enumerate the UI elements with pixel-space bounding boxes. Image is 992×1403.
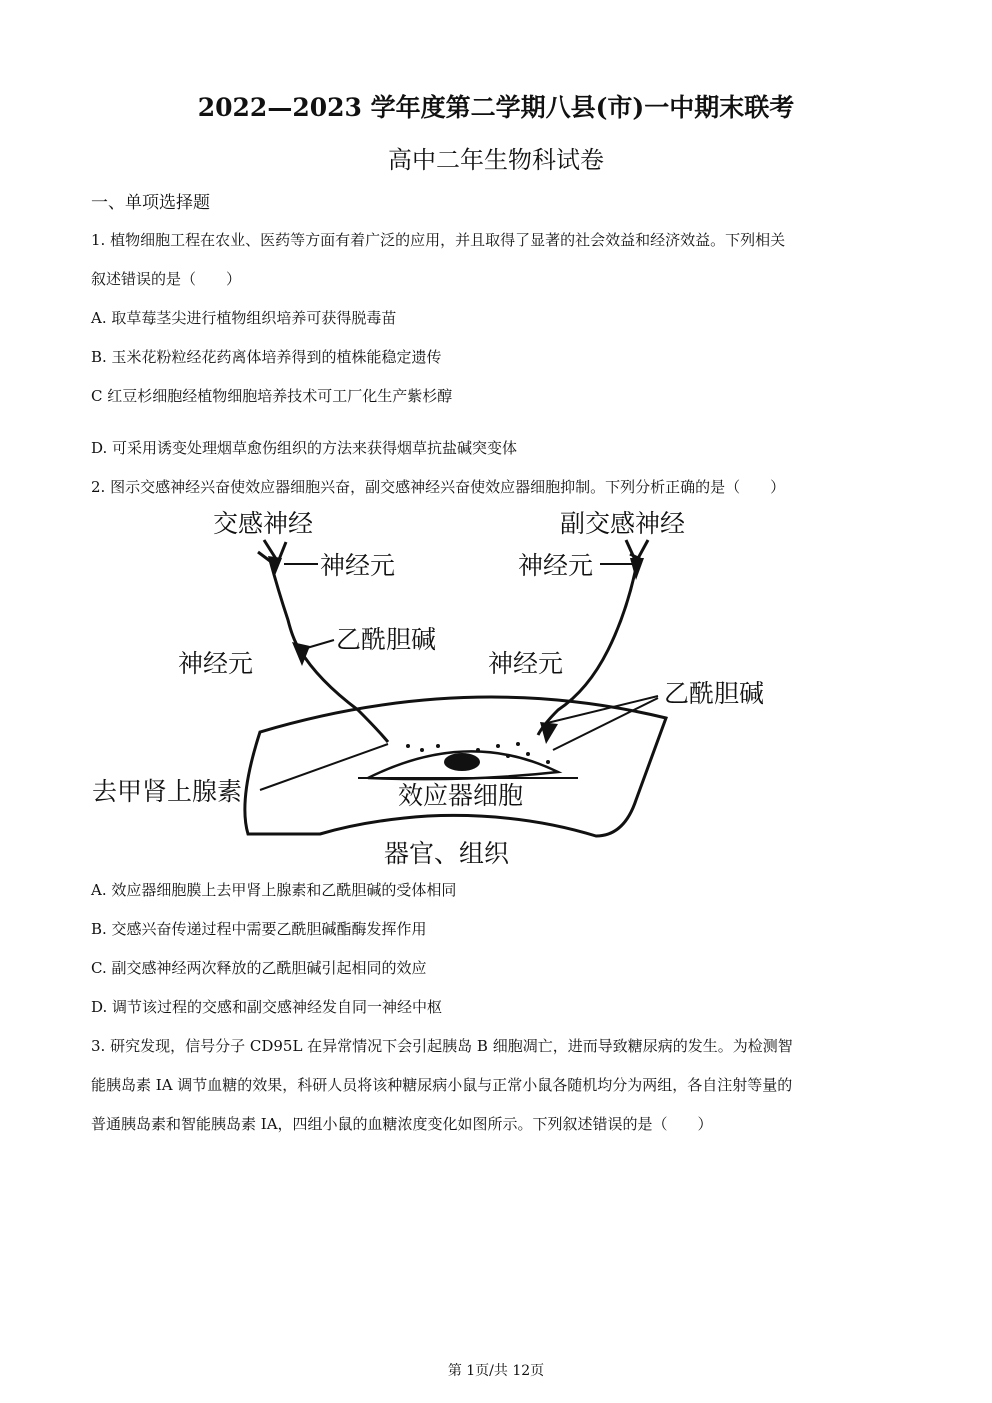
section-heading: 一、单项选择题: [91, 193, 210, 213]
q1-option-d: D. 可采用诱变处理烟草愈伤组织的方法来获得烟草抗盐碱突变体: [91, 439, 518, 457]
q2-stem-line-1: 2. 图示交感神经兴奋使效应器细胞兴奋，副交感神经兴奋使效应器细胞抑制。下列分析正确的是（ ）: [91, 478, 786, 496]
q3-stem-line-1: 3. 研究发现，信号分子 CD95L 在异常情况下会引起胰岛 B 细胞凋亡，进而导致糖尿病的发生。为检测智: [91, 1037, 793, 1055]
q3-stem-line-3: 普通胰岛素和智能胰岛素 IA，四组小鼠的血糖浓度变化如图所示。下列叙述错误的是（ ）: [91, 1115, 713, 1133]
q1-option-b: B. 玉米花粉粒经花药离体培养得到的植株能稳定遗传: [91, 348, 442, 366]
q3-stem-line-2: 能胰岛素 IA 调节血糖的效果，科研人员将该种糖尿病小鼠与正常小鼠各随机均分为两组，各自注射等量的: [91, 1076, 793, 1094]
nerve-diagram: [88, 500, 788, 870]
label-ach-right: 乙酰胆碱: [664, 679, 765, 708]
q1-option-a: A. 取草莓茎尖进行植物组织培养可获得脱毒苗: [91, 309, 397, 327]
q2-option-c: C. 副交感神经两次释放的乙酰胆碱引起相同的效应: [91, 959, 427, 977]
label-parasympathetic: 副交感神经: [560, 509, 686, 538]
label-sympathetic: 交感神经: [213, 509, 314, 538]
q2-option-d: D. 调节该过程的交感和副交感神经发自同一神经中枢: [91, 998, 443, 1016]
label-neuron-mid-left: 神经元: [178, 649, 254, 678]
exam-title: 2022—2023 学年度第二学期八县(市)一中期末联考: [197, 93, 795, 122]
page-footer: 第 1页/共 12页: [447, 1363, 545, 1379]
label-norepinephrine: 去甲肾上腺素: [92, 777, 243, 806]
q2-option-a: A. 效应器细胞膜上去甲肾上腺素和乙酰胆碱的受体相同: [91, 881, 457, 899]
label-neuron-top-right: 神经元: [518, 551, 594, 580]
label-organ-tissue: 器官、组织: [384, 839, 510, 868]
label-effector-cell: 效应器细胞: [398, 781, 524, 810]
q1-stem-line-1: 1. 植物细胞工程在农业、医药等方面有着广泛的应用，并且取得了显著的社会效益和经济效益。下列相关: [91, 231, 786, 249]
label-neuron-mid-right: 神经元: [488, 649, 564, 678]
q2-option-b: B. 交感兴奋传递过程中需要乙酰胆碱酯酶发挥作用: [91, 920, 427, 938]
q1-option-c: C 红豆杉细胞经植物细胞培养技术可工厂化生产紫杉醇: [91, 387, 453, 405]
label-neuron-top-left: 神经元: [320, 551, 396, 580]
effector-nucleus: [444, 753, 480, 771]
exam-subtitle: 高中二年生物科试卷: [388, 146, 604, 174]
label-ach-left: 乙酰胆碱: [336, 625, 437, 654]
q1-stem-line-2: 叙述错误的是（ ）: [91, 270, 242, 288]
